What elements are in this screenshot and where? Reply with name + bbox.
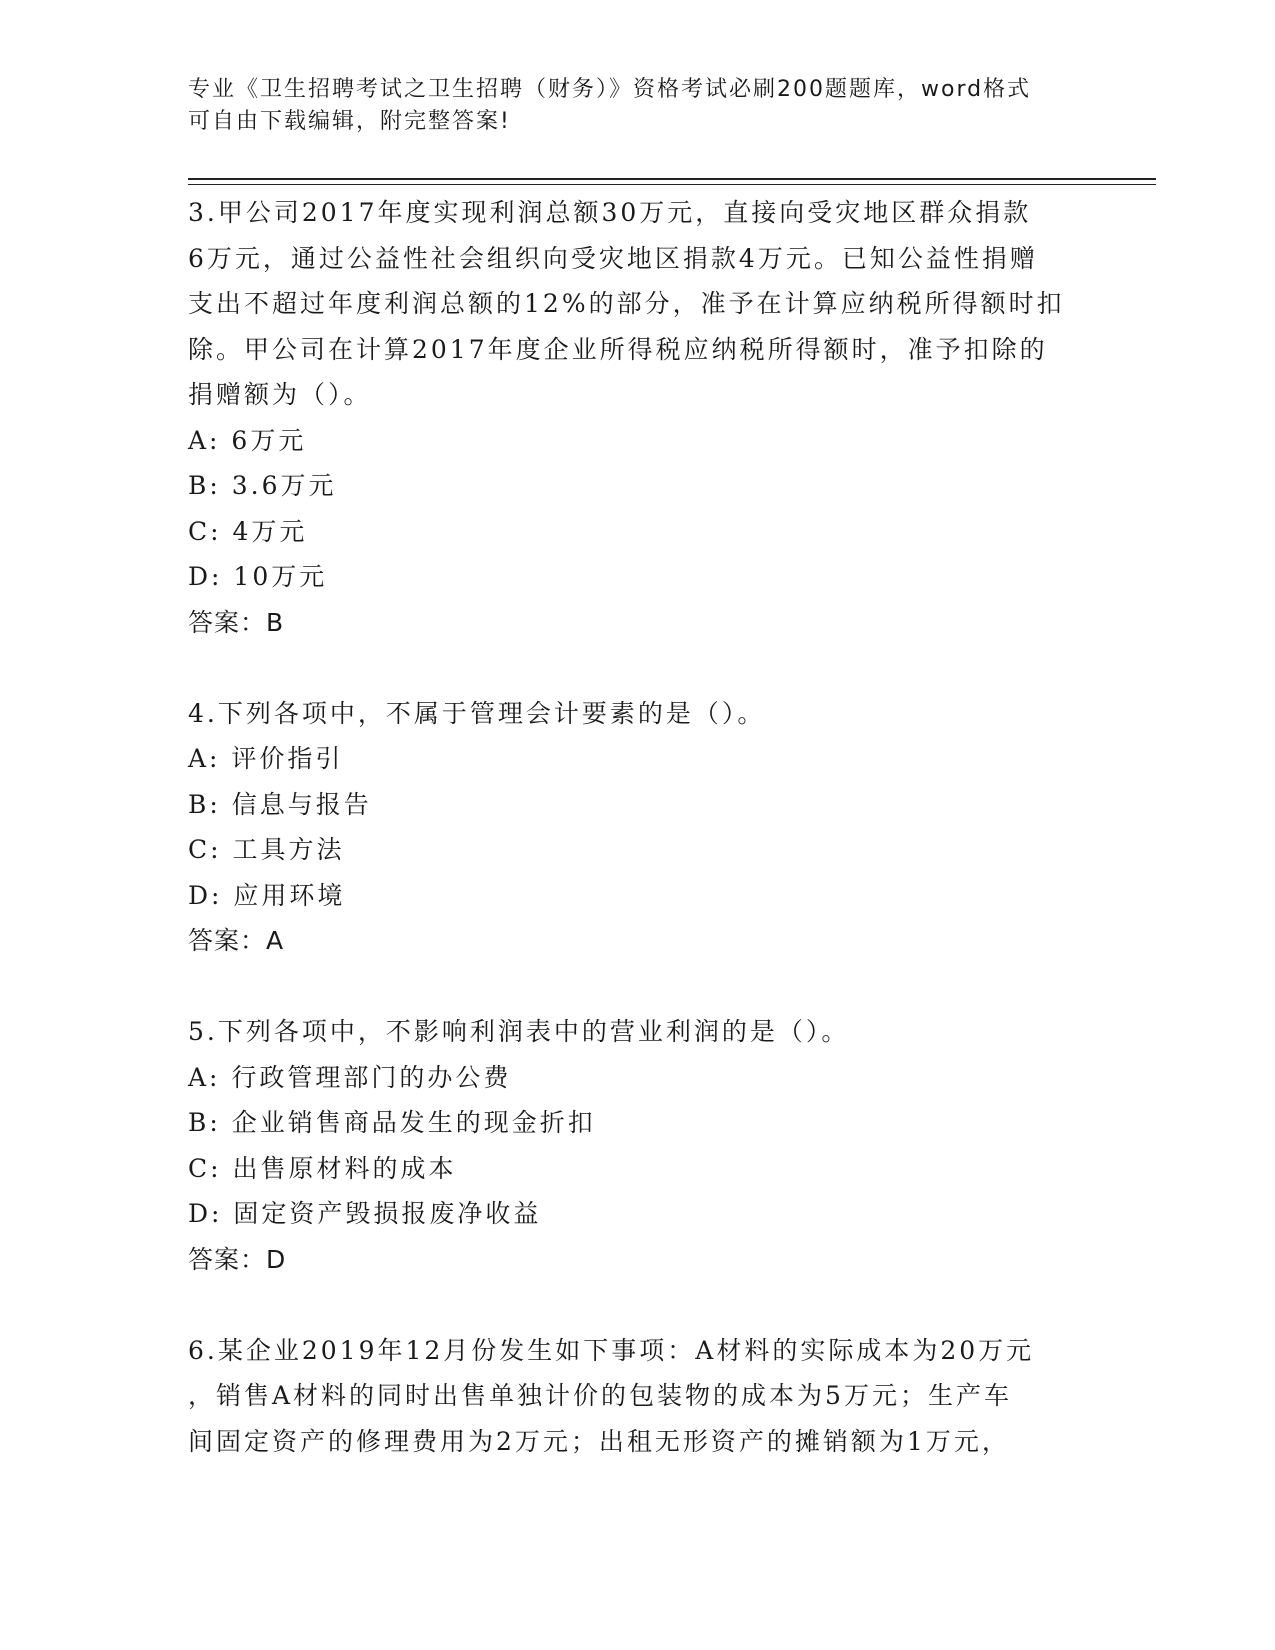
header-line-2: 可自由下载编辑，附完整答案! <box>188 109 511 134</box>
question-text-line: 除。甲公司在计算2017年度企业所得税应纳税所得额时，准予扣除的 <box>188 334 1048 364</box>
option-a: A: 行政管理部门的办公费 <box>188 1062 512 1092</box>
option-d: D: 固定资产毁损报废净收益 <box>188 1199 542 1228</box>
option-b: B: 3.6万元 <box>188 471 337 500</box>
question-text-line: ，销售A材料的同时出售单独计价的包装物的成本为5万元；生产车 <box>188 1381 1012 1410</box>
spacer <box>188 1282 1088 1328</box>
answer: 答案：B <box>188 607 285 637</box>
header-rule-thin <box>188 184 1156 185</box>
question-list <box>188 190 1088 1464</box>
question-text-line: 间固定资产的修理费用为2万元；出租无形资产的摊销额为1万元， <box>188 1426 1010 1456</box>
question-text-line: 支出不超过年度利润总额的12%的部分，准予在计算应纳税所得额时扣 <box>188 289 1065 318</box>
question-text-line: 5.下列各项中，不影响利润表中的营业利润的是（）。 <box>188 1017 850 1046</box>
header-rule-thick <box>188 178 1156 180</box>
answer: 答案：D <box>188 1244 287 1274</box>
answer: 答案：A <box>188 926 285 955</box>
option-b: B: 企业销售商品发生的现金折扣 <box>188 1108 596 1137</box>
question-4 <box>188 691 1088 964</box>
option-a: A: 评价指引 <box>188 744 344 773</box>
option-d: D: 10万元 <box>188 562 328 591</box>
option-a: A: 6万元 <box>188 425 307 455</box>
question-text-line: 6.某企业2019年12月份发生如下事项：A材料的实际成本为20万元 <box>188 1335 1035 1365</box>
option-c: C: 工具方法 <box>188 835 345 864</box>
option-d: D: 应用环境 <box>188 880 346 910</box>
question-3 <box>188 190 1088 645</box>
question-text-line: 6万元，通过公益性社会组织向受灾地区捐款4万元。已知公益性捐赠 <box>188 243 1038 273</box>
option-b: B: 信息与报告 <box>188 789 372 819</box>
question-text-line: 3.甲公司2017年度实现利润总额30万元，直接向受灾地区群众捐款 <box>188 198 1032 227</box>
spacer <box>188 964 1088 1010</box>
option-c: C: 出售原材料的成本 <box>188 1153 457 1183</box>
option-c: C: 4万元 <box>188 516 308 546</box>
spacer <box>188 645 1088 691</box>
question-text-line: 捐赠额为（）。 <box>188 380 372 409</box>
question-text-line: 4.下列各项中，不属于管理会计要素的是（）。 <box>188 698 766 728</box>
header-line-1: 专业《卫生招聘考试之卫生招聘（财务）》资格考试必刷200题题库，word格式 <box>188 77 1032 102</box>
question-5 <box>188 1009 1088 1282</box>
document-header <box>188 74 1068 138</box>
question-6 <box>188 1328 1088 1465</box>
